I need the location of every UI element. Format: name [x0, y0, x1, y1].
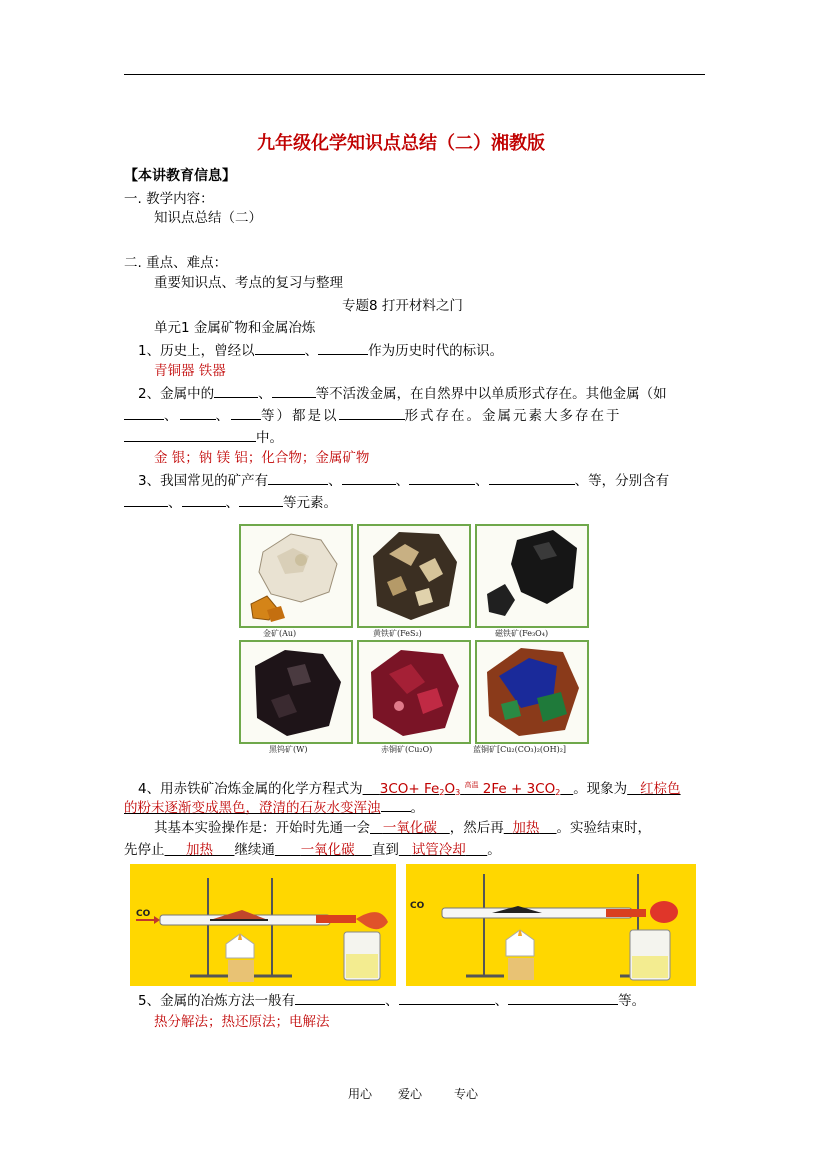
blank[interactable]: [231, 405, 261, 420]
mineral-caption: 黄铁矿(FeS₂): [373, 629, 422, 638]
blank[interactable]: [124, 405, 164, 420]
mineral-figure: [237, 522, 590, 762]
mineral-caption: 金矿(Au): [263, 629, 297, 638]
blank[interactable]: [339, 405, 405, 420]
mineral-caption: 蓝铜矿[Cu₂(CO₃)₂(OH)₂]: [473, 745, 567, 754]
question-4-line3: 其基本实验操作是：开始时先通一会 一氧化碳 ，然后再 加热 。实验结束时，: [154, 820, 652, 836]
mineral-caption: 黑钨矿(W): [269, 745, 308, 754]
question-2-line1: 2、金属中的 、 等不活泼金属，在自然界中以单质形式存在。其他金属（如: [138, 383, 667, 404]
question-5: 5、金属的冶炼方法一般有 、 、 等。: [138, 990, 645, 1011]
question-3-line1: 3、我国常见的矿产有 、 、 、 、等，分别含有: [138, 470, 669, 491]
equation: $3CO+ Fe_2O_3$ $^{高温}$ $2Fe + 3CO_2$: [379, 781, 561, 797]
answer-1: 青铜器 铁器: [154, 363, 226, 379]
question-2-line2: 、 、 等）都是以 形式存在。金属元素大多存在于: [124, 405, 622, 426]
section2-content: 重要知识点、考点的复习与整理: [154, 275, 343, 291]
gold-ore-image: [239, 524, 353, 628]
mineral-caption: 磁铁矿(Fe₃O₄): [495, 629, 549, 638]
blank[interactable]: [272, 383, 316, 398]
blank[interactable]: [318, 340, 368, 355]
question-3-line2: 、 、 等元素。: [124, 492, 337, 513]
blank[interactable]: [268, 470, 328, 485]
section1-content: 知识点总结（二）: [154, 210, 262, 226]
question-4-line2: 的粉末逐渐变成黑色，澄清的石灰水变浑浊 。: [124, 797, 424, 818]
blank[interactable]: [180, 405, 216, 420]
section2-label: 二. 重点、难点：: [124, 255, 228, 271]
blank[interactable]: [342, 470, 396, 485]
blank[interactable]: [399, 990, 495, 1005]
svg-text:CO: CO: [410, 901, 425, 911]
question-4-line4: 先停止 加热 继续通 一氧化碳 直到 试管冷却 。: [124, 842, 501, 858]
footer-1: 用心: [348, 1087, 373, 1101]
answer-5: 热分解法；热还原法；电解法: [154, 1014, 330, 1030]
wolframite-image: [239, 640, 353, 744]
blank[interactable]: [124, 427, 256, 442]
blank[interactable]: [255, 340, 305, 355]
footer-3: 专心: [454, 1087, 479, 1101]
blank[interactable]: [508, 990, 618, 1005]
magnetite-image: [475, 524, 589, 628]
footer-2: 爱心: [398, 1087, 423, 1101]
blank[interactable]: [214, 383, 258, 398]
azurite-image: [475, 640, 589, 744]
blank[interactable]: [295, 990, 385, 1005]
question-1: 1、历史上，曾经以 、 作为历史时代的标识。: [138, 340, 503, 361]
blank[interactable]: [409, 470, 475, 485]
page-title: 九年级化学知识点总结（二）湘教版: [257, 133, 545, 154]
apparatus-heating-image: [130, 864, 396, 986]
unit-heading: 单元1 金属矿物和金属冶炼: [154, 320, 316, 336]
mineral-caption: 赤铜矿(Cu₂O): [381, 745, 433, 754]
topic-heading: 专题8 打开材料之门: [342, 298, 463, 314]
svg-text:CO: CO: [136, 909, 151, 919]
blank[interactable]: [124, 492, 168, 507]
apparatus-cooling-image: [406, 864, 696, 986]
question-2-line3: 中。: [124, 427, 283, 448]
blank[interactable]: [489, 470, 575, 485]
question-4-line1: 4、用赤铁矿冶炼金属的化学方程式为 $3CO+ Fe_2O_3$ $^{高温}$ $2Fe + 3CO_2$ 。现象为 红棕色: [138, 781, 681, 797]
header-rule: [124, 74, 705, 75]
info-heading: 【本讲教育信息】: [124, 168, 236, 184]
cuprite-image: [357, 640, 471, 744]
blank[interactable]: [182, 492, 226, 507]
section1-label: 一. 教学内容：: [124, 191, 214, 207]
blank[interactable]: [239, 492, 283, 507]
answer-2: 金 银；钠 镁 铝；化合物；金属矿物: [154, 450, 370, 466]
pyrite-image: [357, 524, 471, 628]
